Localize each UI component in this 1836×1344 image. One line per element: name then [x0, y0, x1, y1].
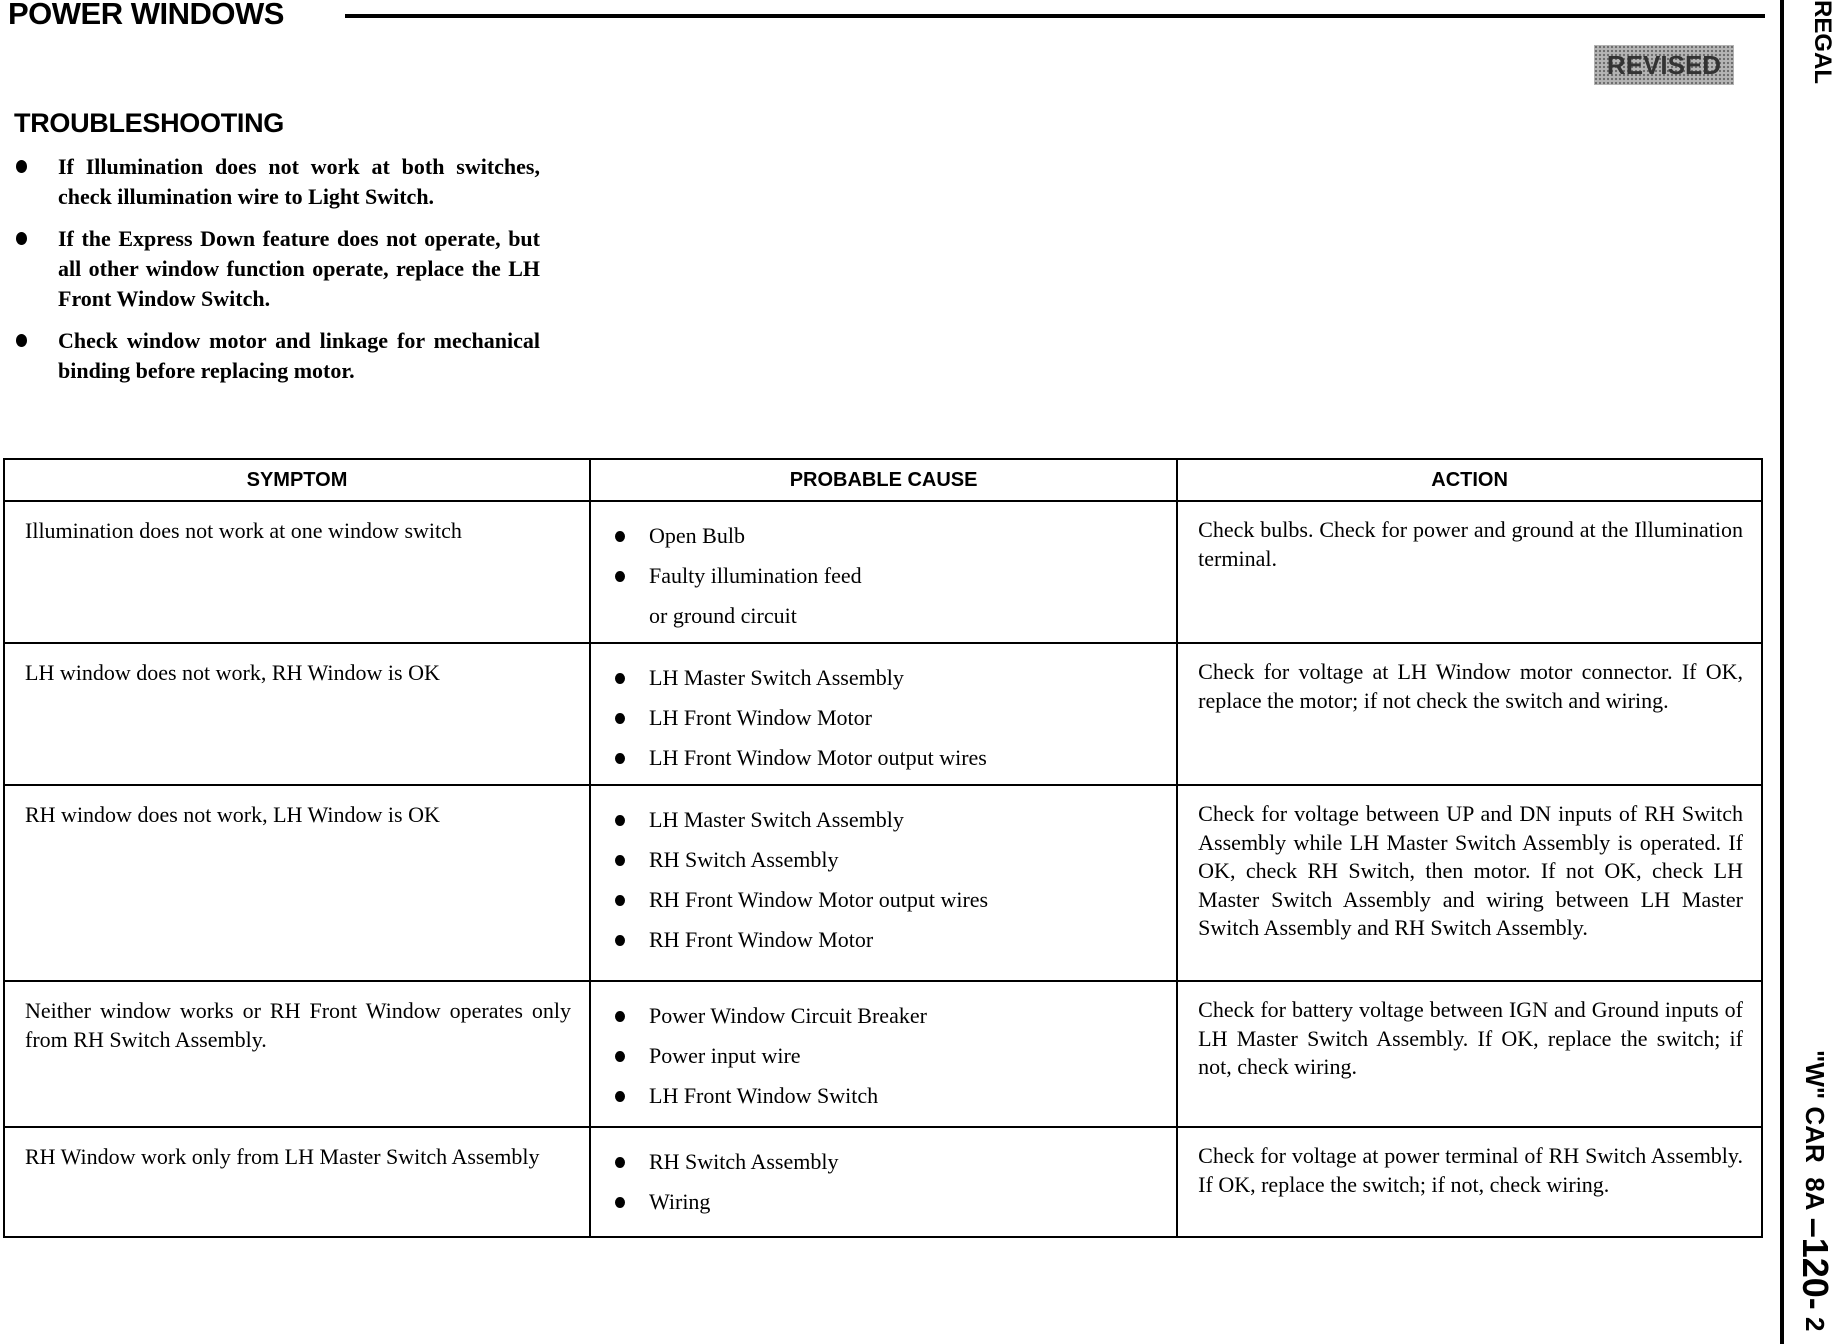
symptom-cell: RH Window work only from LH Master Switch Assembly — [4, 1127, 590, 1237]
cause-item — [611, 1076, 1158, 1116]
table-row — [4, 643, 1762, 785]
cause-item — [611, 920, 1158, 960]
bullet-icon — [615, 1011, 625, 1022]
header-symptom: SYMPTOM — [4, 459, 590, 501]
note-item — [10, 152, 540, 212]
table-row — [4, 1127, 1762, 1237]
cause-text: LH Master Switch Assembly — [649, 665, 904, 690]
bullet-icon — [615, 1051, 625, 1062]
page-edge-rule — [1780, 0, 1784, 1344]
cause-text: LH Front Window Motor — [649, 705, 872, 730]
bullet-icon — [615, 753, 625, 764]
note-text: If the Express Down feature does not operate, but all other window function operate, replace the LH Front Window Switch. — [58, 226, 540, 311]
bullet-icon — [615, 1091, 625, 1102]
cause-text: Power input wire — [649, 1043, 801, 1068]
cause-list — [611, 1142, 1158, 1222]
action-cell: Check bulbs. Check for power and ground at the Illumination terminal. — [1177, 501, 1762, 643]
cause-cell — [590, 1127, 1177, 1237]
bullet-icon — [16, 160, 27, 173]
action-cell: Check for battery voltage between IGN and Ground inputs of LH Master Switch Assembly. If OK, replace the switch; if not, check wiring. — [1177, 981, 1762, 1127]
note-text: If Illumination does not work at both switches, check illumination wire to Light Switch. — [58, 154, 540, 209]
side-page-suffix: 2 — [1800, 1317, 1830, 1332]
cause-text: Open Bulb — [649, 523, 745, 548]
cause-continuation: or ground circuit — [649, 603, 797, 628]
action-cell: Check for voltage between UP and DN inputs of RH Switch Assembly while LH Master Switch Assembly is operated. If OK, check RH Switch, then motor. If not OK, check LH Master Switch Assembly and wiring between LH Master Switch Assembly and RH Switch Assembly. — [1177, 785, 1762, 981]
page-title: POWER WINDOWS — [8, 0, 284, 31]
symptom-cell: RH window does not work, LH Window is OK — [4, 785, 590, 981]
bullet-icon — [615, 1157, 625, 1168]
bullet-icon — [615, 855, 625, 866]
header-action: ACTION — [1177, 459, 1762, 501]
cause-text: RH Front Window Motor — [649, 927, 874, 952]
side-page-label — [1790, 1050, 1836, 1344]
cause-item — [611, 840, 1158, 880]
troubleshooting-table — [3, 458, 1763, 1238]
side-model-label: REGAL — [1809, 0, 1836, 84]
note-item — [10, 326, 540, 386]
table-row — [4, 981, 1762, 1127]
side-page-number: 120- — [1795, 1237, 1836, 1310]
revised-badge — [1594, 45, 1734, 85]
cause-item — [611, 880, 1158, 920]
cause-cell — [590, 785, 1177, 981]
cause-item — [611, 1182, 1158, 1222]
action-cell: Check for voltage at power terminal of RH Switch Assembly. If OK, replace the switch; if not, check wiring. — [1177, 1127, 1762, 1237]
cause-item — [611, 800, 1158, 840]
symptom-cell: Neither window works or RH Front Window operates only from RH Switch Assembly. — [4, 981, 590, 1127]
cause-cell — [590, 643, 1177, 785]
bullet-icon — [615, 935, 625, 946]
side-car: "W" CAR — [1800, 1050, 1830, 1163]
symptom-cell: Illumination does not work at one window switch — [4, 501, 590, 643]
action-cell: Check for voltage at LH Window motor connector. If OK, replace the motor; if not check the switch and wiring. — [1177, 643, 1762, 785]
cause-item — [611, 516, 1158, 556]
troubleshooting-notes — [10, 152, 540, 398]
cause-item — [611, 738, 1158, 778]
header-rule — [345, 14, 1765, 18]
bullet-icon — [615, 531, 625, 542]
cause-list — [611, 800, 1158, 960]
cause-text: Faulty illumination feed — [649, 563, 862, 588]
section-title: TROUBLESHOOTING — [14, 108, 284, 138]
cause-item — [611, 658, 1158, 698]
cause-text: LH Master Switch Assembly — [649, 807, 904, 832]
cause-text: RH Switch Assembly — [649, 847, 839, 872]
bullet-icon — [16, 232, 27, 245]
header-cause: PROBABLE CAUSE — [590, 459, 1177, 501]
cause-item — [611, 1036, 1158, 1076]
cause-text: Wiring — [649, 1189, 711, 1214]
cause-text: Power Window Circuit Breaker — [649, 1003, 927, 1028]
cause-text: RH Switch Assembly — [649, 1149, 839, 1174]
revised-badge-label: REVISED — [1606, 49, 1722, 80]
bullet-icon — [615, 815, 625, 826]
table-header-row — [4, 459, 1762, 501]
cause-item — [611, 996, 1158, 1036]
cause-text: LH Front Window Switch — [649, 1083, 879, 1108]
cause-list — [611, 996, 1158, 1116]
bullet-icon — [615, 713, 625, 724]
cause-text: LH Front Window Motor output wires — [649, 745, 987, 770]
bullet-icon — [615, 1197, 625, 1208]
table-row — [4, 785, 1762, 981]
table-row — [4, 501, 1762, 643]
bullet-icon — [615, 895, 625, 906]
side-section: 8A — [1800, 1177, 1830, 1211]
cause-cell — [590, 981, 1177, 1127]
cause-text: RH Front Window Motor output wires — [649, 887, 989, 912]
cause-list — [611, 516, 1158, 636]
cause-cell — [590, 501, 1177, 643]
cause-item — [611, 698, 1158, 738]
bullet-icon — [16, 334, 27, 347]
side-dash: – — [1795, 1217, 1836, 1238]
symptom-cell: LH window does not work, RH Window is OK — [4, 643, 590, 785]
bullet-icon — [615, 673, 625, 684]
note-item — [10, 224, 540, 314]
cause-item — [611, 556, 1158, 636]
cause-list — [611, 658, 1158, 778]
cause-item — [611, 1142, 1158, 1182]
bullet-icon — [615, 571, 625, 582]
note-text: Check window motor and linkage for mechanical binding before replacing motor. — [58, 328, 540, 383]
